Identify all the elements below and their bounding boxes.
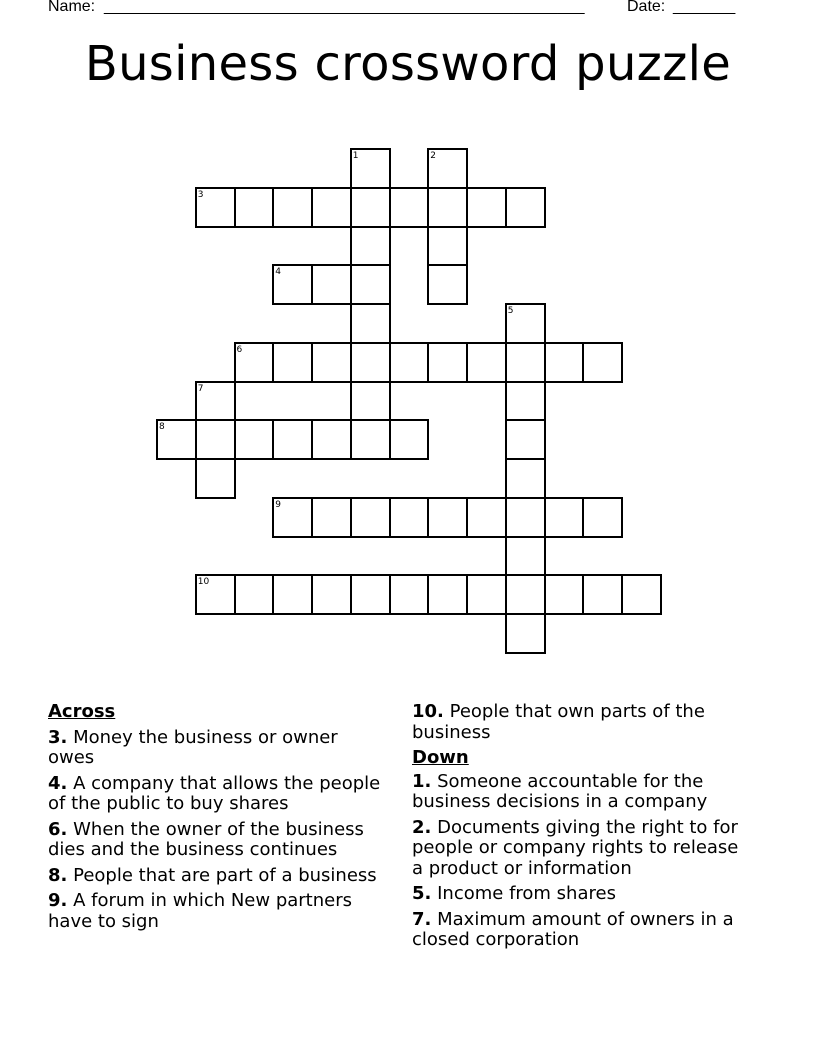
grid-cell[interactable] (544, 574, 585, 615)
grid-cell[interactable] (311, 264, 352, 305)
grid-cell[interactable] (582, 574, 623, 615)
grid-cell[interactable] (505, 613, 546, 654)
clue-number-label: 5 (507, 306, 514, 316)
clue-across-4: 4. A company that allows the people of the public to buy shares (48, 772, 381, 814)
grid-cell[interactable] (350, 574, 391, 615)
grid-cell[interactable] (272, 187, 313, 228)
grid-cell[interactable] (389, 342, 430, 383)
clue-column-left (48, 702, 388, 937)
grid-cell[interactable] (505, 536, 546, 577)
clue-number-label: 3 (197, 189, 204, 200)
page-title: Business crossword puzzle (84, 36, 732, 92)
grid-cell[interactable] (505, 381, 546, 422)
grid-cell[interactable] (350, 226, 391, 267)
grid-cell[interactable] (234, 187, 275, 228)
clue-across-3: 3. Money the business or owner owes (48, 726, 338, 768)
grid-cell[interactable] (389, 187, 430, 228)
clue-down-7: 7. Maximum amount of owners in a closed corporation (412, 908, 734, 950)
clue-number-label: 9 (275, 499, 281, 510)
grid-cell[interactable] (272, 574, 313, 615)
grid-cell[interactable] (311, 342, 352, 383)
grid-cell[interactable] (389, 419, 430, 460)
grid-cell[interactable] (350, 342, 391, 383)
clue-across-8: 8. People that are part of a business (48, 864, 377, 886)
clue-down-2: 2. Documents giving the right to for people or company rights to release a product or information (412, 816, 739, 879)
grid-cell[interactable] (427, 187, 468, 228)
grid-cell[interactable] (195, 419, 236, 460)
clue-across-9: 9. A forum in which New partners have to sign (48, 890, 353, 932)
across-heading: Across (48, 701, 116, 722)
grid-cell[interactable] (272, 419, 313, 460)
grid-cell[interactable] (505, 458, 546, 499)
grid-cell[interactable] (544, 342, 585, 383)
grid-cell[interactable] (505, 574, 546, 615)
grid-cell[interactable] (544, 497, 585, 538)
grid-cell[interactable] (234, 419, 275, 460)
grid-cell[interactable] (427, 497, 468, 538)
grid-cell[interactable] (350, 497, 391, 538)
grid-cell[interactable] (427, 264, 468, 305)
grid-cell[interactable] (505, 342, 546, 383)
grid-cell[interactable] (389, 497, 430, 538)
clue-number-label: 6 (236, 344, 243, 355)
grid-cell[interactable] (311, 497, 352, 538)
clue-column-right (412, 702, 752, 956)
clue-number-label: 1 (352, 151, 359, 161)
grid-cell[interactable] (311, 419, 352, 460)
grid-cell[interactable] (505, 419, 546, 460)
name-label: Name: (48, 0, 96, 15)
grid-cell[interactable] (582, 497, 623, 538)
grid-cell[interactable] (389, 574, 430, 615)
grid-cell[interactable] (350, 419, 391, 460)
clue-number-label: 4 (275, 267, 281, 278)
grid-cell[interactable] (350, 187, 391, 228)
grid-cell[interactable] (427, 574, 468, 615)
clue-number-label: 2 (430, 151, 436, 161)
clue-number-label: 10 (197, 577, 210, 588)
grid-cell[interactable] (311, 574, 352, 615)
grid-cell[interactable] (505, 187, 546, 228)
grid-cell[interactable] (427, 342, 468, 383)
grid-cell[interactable] (466, 574, 507, 615)
grid-cell[interactable] (582, 342, 623, 383)
clue-across-6: 6. When the owner of the business dies and the business continues (48, 818, 364, 860)
grid-cell[interactable] (466, 187, 507, 228)
grid-cell[interactable] (427, 226, 468, 267)
grid-cell[interactable] (466, 497, 507, 538)
date-label: Date: (627, 0, 666, 15)
clue-number-label: 8 (159, 422, 165, 433)
grid-cell[interactable] (505, 497, 546, 538)
name-line: ______________________________________________________ (104, 0, 585, 15)
clue-across-10: 10. People that own parts of the business (412, 701, 705, 743)
clue-down-1: 1. Someone accountable for the business decisions in a company (412, 770, 708, 812)
grid-cell[interactable] (350, 264, 391, 305)
grid-cell[interactable] (466, 342, 507, 383)
down-heading: Down (412, 747, 469, 768)
grid-cell[interactable] (272, 342, 313, 383)
clue-down-5: 5. Income from shares (412, 883, 616, 904)
grid-cell[interactable] (234, 574, 275, 615)
grid-cell[interactable] (350, 381, 391, 422)
grid-cell[interactable] (195, 458, 236, 499)
grid-cell[interactable] (311, 187, 352, 228)
grid-cell[interactable] (350, 303, 391, 344)
grid-cell[interactable] (621, 574, 662, 615)
clue-number-label: 7 (197, 383, 204, 394)
date-line: _______ (673, 0, 736, 15)
